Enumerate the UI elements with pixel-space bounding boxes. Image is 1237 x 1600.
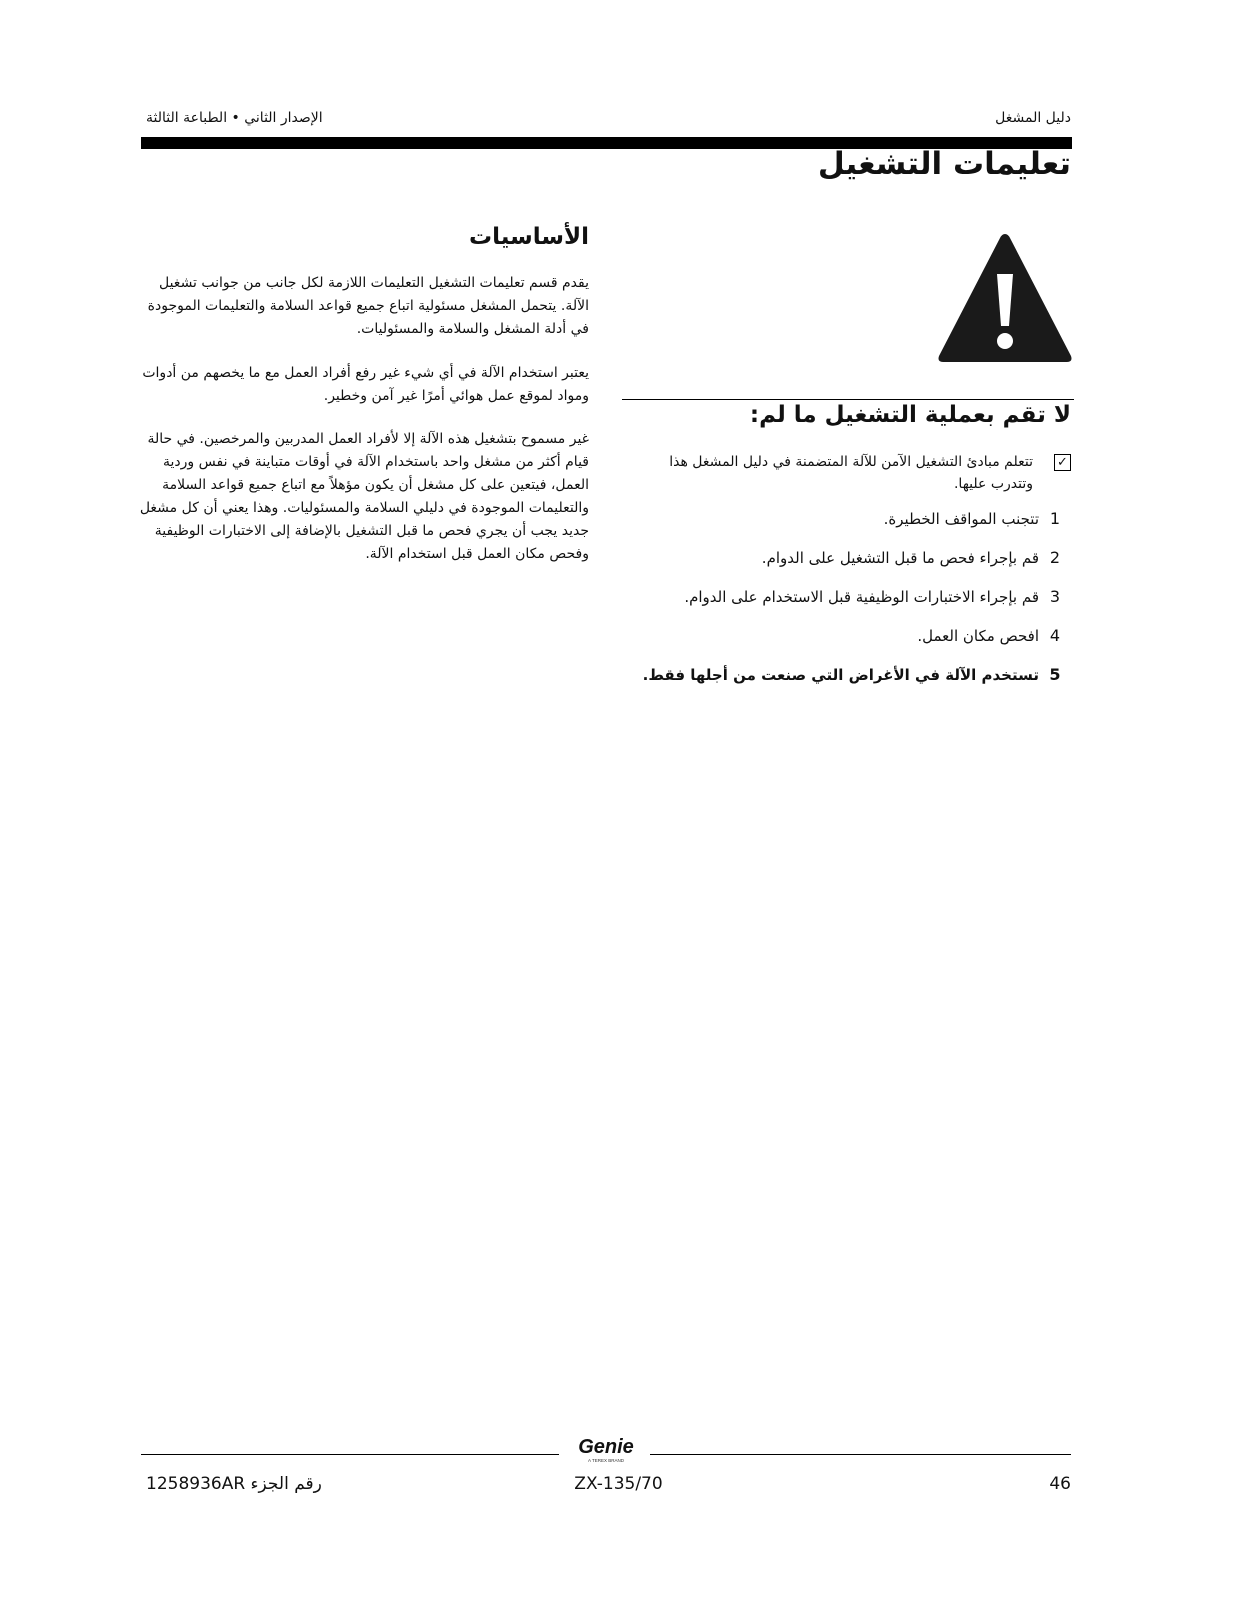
step-text: قم بإجراء فحص ما قبل التشغيل على الدوام.	[761, 549, 1039, 567]
step-number: 4	[1049, 626, 1061, 645]
section-rule	[622, 399, 1074, 400]
step-number: 2	[1049, 548, 1061, 567]
footer-rule	[141, 1454, 559, 1455]
model-number: ZX-135/70	[574, 1474, 663, 1494]
warning-triangle-icon	[935, 228, 1075, 368]
checklist-text: تتعلم مبادئ التشغيل الآمن للآلة المتضمنة في دليل المشغل هذا وتتدرب عليها.	[669, 454, 1033, 492]
fundamentals-paragraph: غير مسموح بتشغيل هذه الآلة إلا لأفراد العمل المدربين والمرخصين. في حالة قيام أكثر من مشغل واحد باستخدام الآلة في أوقات متباينة في نفس وردية العمل، فيتعين على كل مشغل أن يكون مؤهلاً مع اتباع جميع قواعد السلامة والتعليمات الموجودة في دليلي السلامة والمسئوليات. وهذا يعني أن كل مشغل جديد يجب أن يجري فحص ما قبل التشغيل بالإضافة إلى الاختبارات الوظيفية وفحص مكان العمل قبل استخدام الآلة.	[139, 431, 589, 562]
brand-subtitle: A TEREX BRAND	[588, 1458, 624, 1463]
fundamentals-paragraph: يقدم قسم تعليمات التشغيل التعليمات اللازمة لكل جانب من جوانب تشغيل الآلة. يتحمل المشغل مسئولية اتباع جميع قواعد السلامة والتعليمات الموجودة في أدلة المشغل والسلامة والمسئوليات.	[147, 275, 589, 337]
step-item	[631, 585, 1071, 609]
edition-info: الإصدار الثاني • الطباعة الثالثة	[146, 110, 323, 126]
fundamentals-heading: الأساسيات	[468, 224, 589, 250]
step-text: تتجنب المواقف الخطيرة.	[883, 510, 1039, 528]
part-number: رقم الجزء 1258936AR	[146, 1474, 322, 1494]
step-text: تستخدم الآلة في الأغراض التي صنعت من أجلها فقط.	[642, 666, 1039, 684]
page-title: تعليمات التشغيل	[817, 146, 1071, 182]
step-number: 5	[1049, 665, 1061, 684]
checklist-item	[631, 451, 1071, 495]
genie-logo	[566, 1434, 646, 1466]
warning-heading: لا تقم بعملية التشغيل ما لم:	[749, 402, 1071, 428]
step-text: قم بإجراء الاختبارات الوظيفية قبل الاستخدام على الدوام.	[684, 588, 1039, 606]
step-number: 3	[1049, 587, 1061, 606]
step-item	[631, 663, 1071, 687]
step-item	[631, 507, 1071, 531]
fundamentals-paragraph: يعتبر استخدام الآلة في أي شيء غير رفع أفراد العمل مع ما يخصهم من أدوات ومواد لموقع عمل هوائي أمرًا غير آمن وخطير.	[142, 365, 589, 404]
manual-title: دليل المشغل	[995, 110, 1071, 126]
step-item	[631, 546, 1071, 570]
footer-rule	[650, 1454, 1071, 1455]
step-text: افحص مكان العمل.	[917, 627, 1039, 645]
page-number: 46	[1049, 1474, 1071, 1494]
step-item	[631, 624, 1071, 648]
step-number: 1	[1049, 509, 1061, 528]
brand-name: Genie	[578, 1436, 634, 1458]
checkbox-checked: ✓	[1054, 454, 1071, 471]
